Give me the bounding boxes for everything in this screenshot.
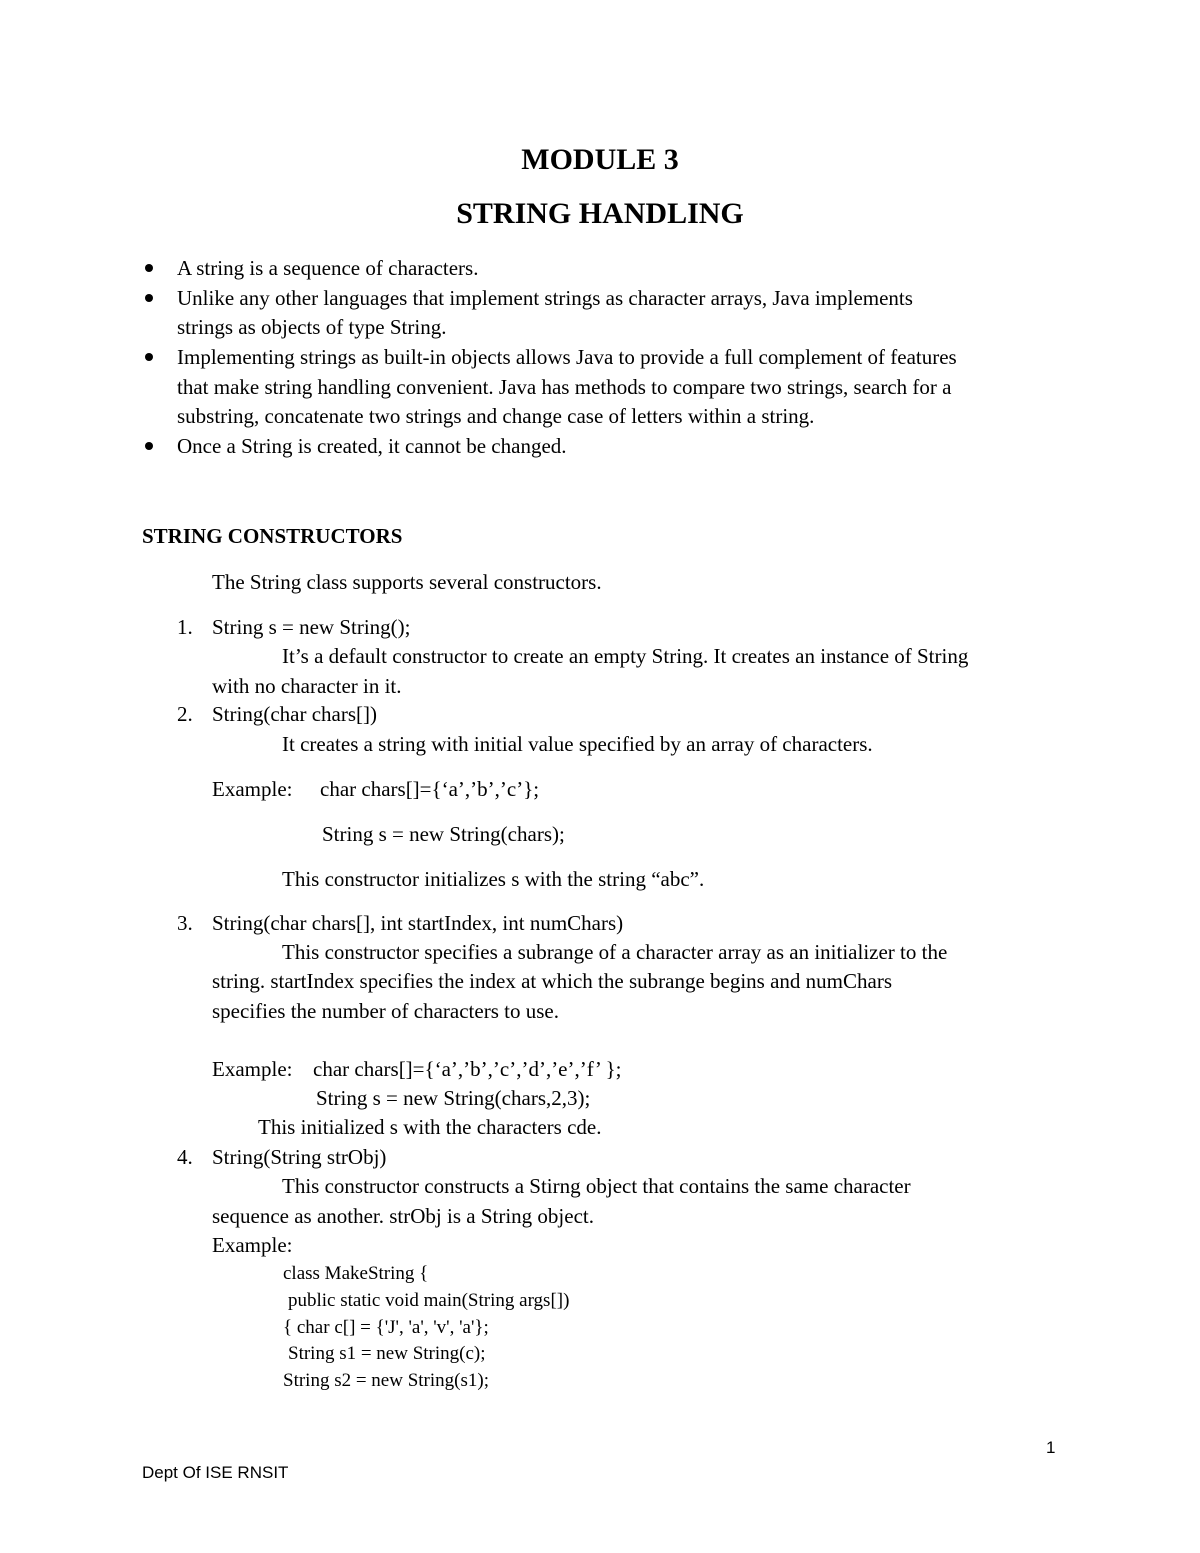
item-description: specifies the number of characters to use. [212, 999, 559, 1023]
bullet-line: substring, concatenate two strings and change case of letters within a string. [177, 404, 815, 428]
module-title: MODULE 3 [521, 143, 679, 176]
item-number: 1. [177, 615, 193, 639]
bullet-dot-icon [145, 353, 153, 361]
bullet-line: Unlike any other languages that implement strings as character arrays, Java implements [177, 286, 913, 310]
bullet-line: Implementing strings as built-in objects allows Java to provide a full complement of features [177, 345, 957, 369]
code-line: { char c[] = {'J', 'a', 'v', 'a'}; [283, 1317, 489, 1338]
bullet-line: strings as objects of type String. [177, 315, 447, 339]
bullet-dot-icon [145, 442, 153, 450]
item-signature: String(char chars[]) [212, 702, 378, 726]
example-note: This initialized s with the characters cde. [258, 1115, 602, 1139]
item-description: It creates a string with initial value specified by an array of characters. [282, 732, 873, 756]
example-code: String s = new String(chars,2,3); [316, 1086, 591, 1110]
bullet-dot-icon [145, 294, 153, 302]
section-heading: STRING CONSTRUCTORS [142, 524, 403, 548]
item-number: 2. [177, 702, 193, 726]
example-note: This constructor initializes s with the string “abc”. [282, 867, 705, 891]
item-number: 4. [177, 1145, 193, 1169]
section-title: STRING HANDLING [456, 197, 744, 230]
bullet-line: A string is a sequence of characters. [177, 256, 479, 280]
example-code: char chars[]={‘a’,’b’,’c’,’d’,’e’,’f’ }; [313, 1057, 622, 1081]
item-description: This constructor constructs a Stirng object that contains the same character [282, 1174, 911, 1198]
example-label: Example: [212, 777, 293, 801]
example-code: String s = new String(chars); [322, 822, 565, 846]
item-description: string. startIndex specifies the index at which the subrange begins and numChars [212, 969, 892, 993]
item-signature: String(char chars[], int startIndex, int numChars) [212, 911, 624, 935]
page-number: 1 [1046, 1438, 1056, 1457]
code-line: public static void main(String args[]) [288, 1290, 570, 1311]
example-label: Example: [212, 1233, 293, 1257]
item-signature: String s = new String(); [212, 615, 411, 639]
section-intro: The String class supports several constructors. [212, 570, 602, 594]
code-line: String s1 = new String(c); [288, 1343, 486, 1364]
item-description: sequence as another. strObj is a String object. [212, 1204, 594, 1228]
bullet-dot-icon [145, 264, 153, 272]
footer-dept: Dept Of ISE RNSIT [142, 1463, 289, 1482]
code-line: class MakeString { [283, 1263, 429, 1284]
item-signature: String(String strObj) [212, 1145, 387, 1169]
bullet-line: that make string handling convenient. Java has methods to compare two strings, search for a [177, 375, 952, 399]
item-description: This constructor specifies a subrange of a character array as an initializer to the [282, 940, 948, 964]
example-code: char chars[]={‘a’,’b’,’c’}; [320, 777, 540, 801]
item-number: 3. [177, 911, 193, 935]
example-label: Example: [212, 1057, 293, 1081]
bullet-line: Once a String is created, it cannot be changed. [177, 434, 567, 458]
code-line: String s2 = new String(s1); [283, 1370, 489, 1391]
item-description: with no character in it. [212, 674, 402, 698]
item-description: It’s a default constructor to create an empty String. It creates an instance of String [282, 644, 969, 668]
